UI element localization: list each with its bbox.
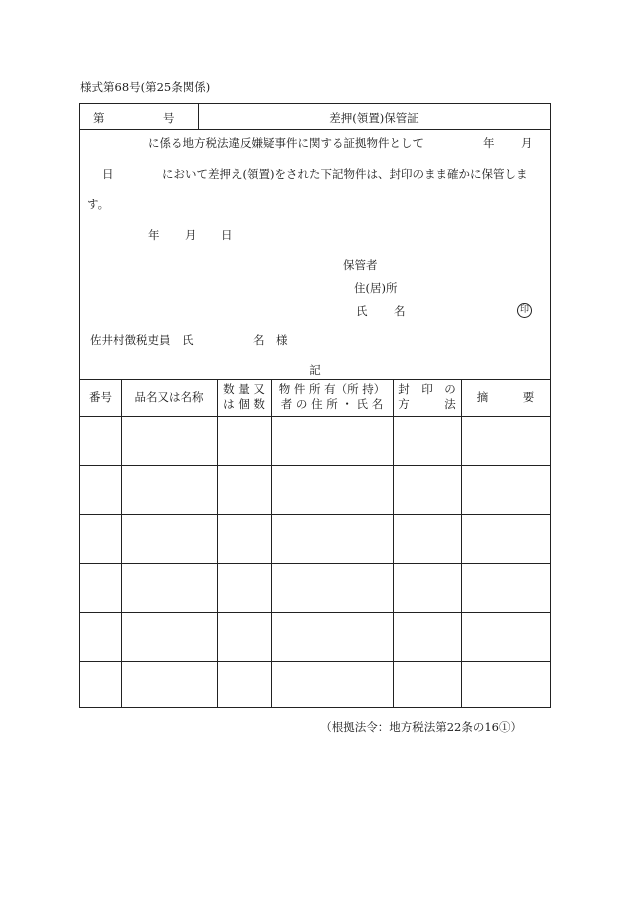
body-line-2: において差押え(領置)をされた下記物件は、封印のまま確かに保管しま bbox=[162, 167, 528, 181]
table-row[interactable] bbox=[80, 466, 550, 513]
table-row[interactable] bbox=[80, 662, 550, 707]
body-line-1: に係る地方税法違反嫌疑事件に関する証拠物件として bbox=[148, 136, 424, 150]
body-line-2-day: 日 bbox=[102, 167, 114, 181]
date-month: 月 bbox=[185, 228, 197, 242]
column-header-item-name: 品名又は名称 bbox=[134, 390, 204, 404]
name-label-2: 名 bbox=[394, 304, 406, 318]
column-header-quantity-line-1: 数 量 又 bbox=[223, 382, 265, 396]
column-header-number: 番号 bbox=[89, 390, 112, 404]
addressee-label-2: 名 様 bbox=[253, 333, 288, 347]
body-line-3: す。 bbox=[87, 197, 110, 211]
form-frame bbox=[79, 103, 551, 708]
column-header-quantity bbox=[217, 382, 271, 412]
body-line-1-month: 月 bbox=[521, 136, 533, 150]
document-title: 差押(領置)保管証 bbox=[329, 111, 419, 125]
column-header-owner-line-2: 者 の 住 所 ・ 氏 名 bbox=[280, 397, 384, 411]
legal-basis-note: （根拠法令：地方税法第22条の16①） bbox=[320, 720, 522, 734]
address-label: 住(居)所 bbox=[354, 281, 398, 295]
column-header-seal-method-line-1: 封 印 の bbox=[398, 382, 456, 396]
column-header-quantity-line-2: は 個 数 bbox=[223, 397, 265, 411]
seal-circle bbox=[517, 301, 532, 318]
addressee-label-1: 佐井村徴税吏員 氏 bbox=[90, 333, 194, 347]
table-row[interactable] bbox=[80, 515, 550, 562]
column-header-owner-line-1: 物 件 所 有（所 持） bbox=[278, 382, 386, 396]
custodian-label: 保管者 bbox=[343, 258, 378, 272]
body-line-1-year: 年 bbox=[483, 136, 495, 150]
column-header-seal-method bbox=[393, 382, 461, 412]
ki-heading: 記 bbox=[309, 363, 321, 377]
seal-mark: 印 bbox=[517, 303, 532, 318]
date-day: 日 bbox=[221, 228, 233, 242]
number-suffix: 号 bbox=[163, 111, 175, 125]
column-header-remarks: 摘 要 bbox=[476, 390, 535, 404]
column-header-owner bbox=[271, 382, 393, 412]
header-rule bbox=[80, 129, 550, 130]
form-number-label: 様式第68号(第25条関係) bbox=[80, 80, 211, 94]
table-top-rule bbox=[80, 379, 550, 380]
column-header-seal-method-line-2: 方 法 bbox=[398, 397, 456, 411]
number-prefix: 第 bbox=[93, 111, 105, 125]
table-row[interactable] bbox=[80, 417, 550, 464]
name-label-1: 氏 bbox=[356, 304, 368, 318]
table-row[interactable] bbox=[80, 613, 550, 660]
date-year: 年 bbox=[148, 228, 160, 242]
table-row[interactable] bbox=[80, 564, 550, 611]
